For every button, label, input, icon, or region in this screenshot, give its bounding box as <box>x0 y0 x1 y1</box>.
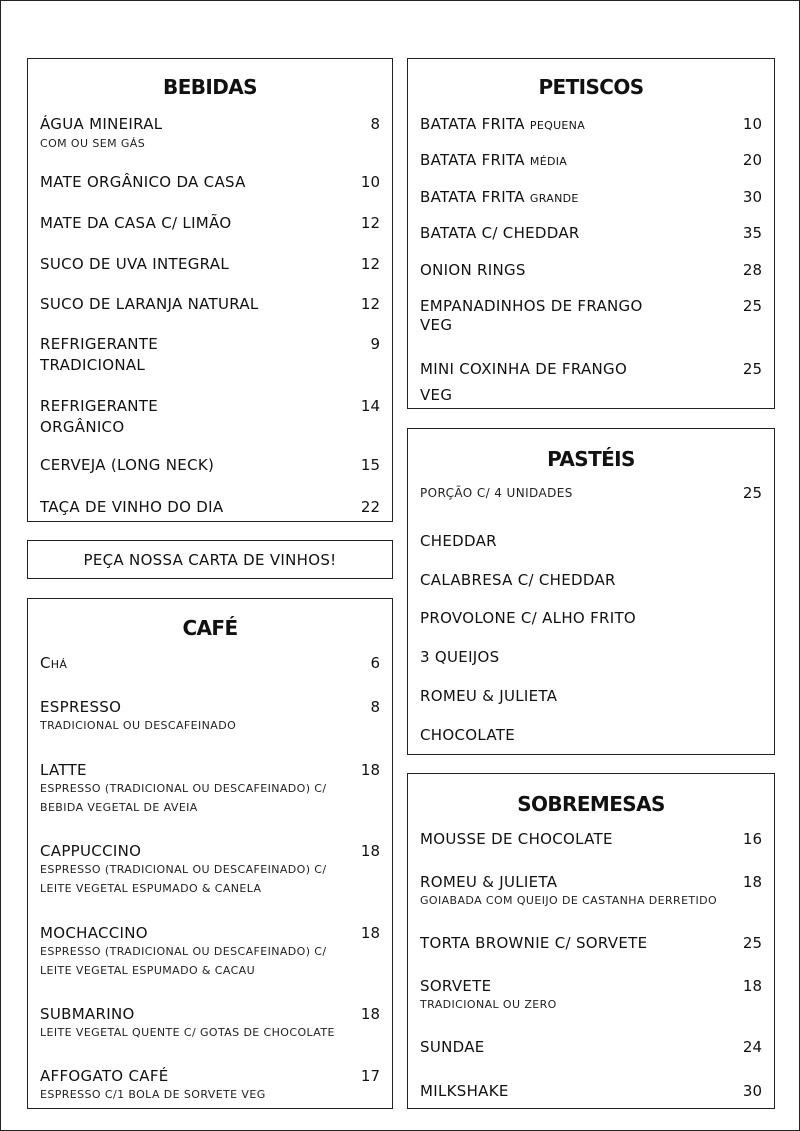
item-price: 10 <box>742 115 762 133</box>
item-description: ESPRESSO (TRADICIONAL OU DESCAFEINADO) C/ <box>40 863 327 876</box>
item-size: MÉDIA <box>529 155 568 168</box>
item-name: TAÇA DE VINHO DO DIA <box>40 498 224 516</box>
flavor-name: PROVOLONE C/ ALHO FRITO <box>420 609 637 627</box>
item-name: CERVEJA (LONG NECK) <box>40 456 215 474</box>
item-price: 18 <box>742 977 762 995</box>
item-name: TORTA BROWNIE C/ SORVETE <box>420 934 648 952</box>
item-price: 18 <box>360 761 380 779</box>
portion-price: 25 <box>742 484 762 502</box>
item-price: 28 <box>742 261 762 279</box>
item-name: EMPANADINHOS DE FRANGO <box>420 297 643 315</box>
item-name: REFRIGERANTE <box>40 397 159 415</box>
item-price: 8 <box>370 115 380 133</box>
item-name: MINI COXINHA DE FRANGO <box>420 360 628 378</box>
item-price: 18 <box>360 842 380 860</box>
item-name: ÁGUA MINEIRAL <box>40 115 163 133</box>
item-size: GRANDE <box>529 192 579 205</box>
item-description: TRADICIONAL OU ZERO <box>420 998 557 1011</box>
item-price: 30 <box>742 188 762 206</box>
item-price: 18 <box>742 873 762 891</box>
item-size: PEQUENA <box>529 119 586 132</box>
item-price: 16 <box>742 830 762 848</box>
item-price: 22 <box>360 498 380 516</box>
item-name-line2: TRADICIONAL <box>40 356 146 374</box>
item-name: MOCHACCINO <box>40 924 148 942</box>
item-price: 25 <box>742 297 762 315</box>
item-price: 12 <box>360 214 380 232</box>
item-name-rest: HÁ <box>50 658 68 671</box>
flavor-name: CALABRESA C/ CHEDDAR <box>420 571 616 589</box>
wine-list-text: PEÇA NOSSA CARTA DE VINHOS! <box>83 550 337 569</box>
item-description: ESPRESSO (TRADICIONAL OU DESCAFEINADO) C/ <box>40 782 327 795</box>
item-name: MILKSHAKE <box>420 1082 509 1100</box>
item-description-line2: LEITE VEGETAL ESPUMADO & CACAU <box>40 964 256 977</box>
section-title: PETISCOS <box>538 75 644 99</box>
item-name: AFFOGATO CAFÉ <box>40 1067 169 1085</box>
item-name: SORVETE <box>420 977 492 995</box>
item-name: REFRIGERANTE <box>40 335 159 353</box>
item-name <box>420 114 585 136</box>
item-name: CAPPUCCINO <box>40 842 142 860</box>
item-name: SUCO DE LARANJA NATURAL <box>40 295 259 313</box>
item-description: TRADICIONAL OU DESCAFEINADO <box>40 719 237 732</box>
item-name-main: BATATA FRITA <box>420 151 525 169</box>
item-name: SUCO DE UVA INTEGRAL <box>40 255 229 273</box>
item-price: 8 <box>370 698 380 716</box>
petiscos-section <box>407 58 775 409</box>
sobremesas-section <box>407 773 775 1109</box>
item-price: 25 <box>742 360 762 378</box>
item-name-line2: VEG <box>420 316 453 334</box>
item-price: 18 <box>360 924 380 942</box>
item-name: MATE ORGÂNICO DA CASA <box>40 173 246 191</box>
item-description: GOIABADA COM QUEIJO DE CASTANHA DERRETIDO <box>420 894 718 907</box>
item-price: 18 <box>360 1005 380 1023</box>
item-name: ESPRESSO <box>40 698 122 716</box>
section-title: SOBREMESAS <box>517 792 665 816</box>
item-description: COM OU SEM GÁS <box>40 137 146 150</box>
item-name: SUBMARINO <box>40 1005 135 1023</box>
item-name-main: BATATA FRITA <box>420 115 525 133</box>
item-description: ESPRESSO C/1 BOLA DE SORVETE VEG <box>40 1088 266 1101</box>
item-name: LATTE <box>40 761 87 779</box>
item-name-initial: C <box>40 654 51 672</box>
item-price: 24 <box>742 1038 762 1056</box>
bebidas-section <box>27 58 393 522</box>
cafe-section <box>27 598 393 1109</box>
flavor-name: ROMEU & JULIETA <box>420 687 558 705</box>
item-description-line2: LEITE VEGETAL ESPUMADO & CANELA <box>40 882 262 895</box>
item-price: 30 <box>742 1082 762 1100</box>
section-title: BEBIDAS <box>163 75 257 99</box>
flavor-name: CHOCOLATE <box>420 726 515 744</box>
item-price: 6 <box>370 654 380 672</box>
wine-list-banner <box>27 540 393 579</box>
section-title: PASTÉIS <box>547 447 635 471</box>
item-name: MATE DA CASA C/ LIMÃO <box>40 214 232 232</box>
item-price: 17 <box>360 1067 380 1085</box>
item-name-line2: ORGÂNICO <box>40 418 125 436</box>
section-title: CAFÉ <box>182 616 238 640</box>
item-price: 10 <box>360 173 380 191</box>
item-price: 25 <box>742 934 762 952</box>
item-name-main: BATATA FRITA <box>420 188 525 206</box>
item-description: ESPRESSO (TRADICIONAL OU DESCAFEINADO) C/ <box>40 945 327 958</box>
item-name: SUNDAE <box>420 1038 485 1056</box>
item-price: 12 <box>360 255 380 273</box>
item-price: 12 <box>360 295 380 313</box>
item-description: LEITE VEGETAL QUENTE C/ GOTAS DE CHOCOLATE <box>40 1026 335 1039</box>
item-name: MOUSSE DE CHOCOLATE <box>420 830 613 848</box>
item-price: 9 <box>370 335 380 353</box>
item-name <box>420 187 579 209</box>
flavor-name: CHEDDAR <box>420 532 497 550</box>
item-name <box>420 150 567 172</box>
item-name: BATATA C/ CHEDDAR <box>420 224 580 242</box>
item-name: ROMEU & JULIETA <box>420 873 558 891</box>
item-price: 15 <box>360 456 380 474</box>
flavor-name: 3 QUEIJOS <box>420 648 500 666</box>
pasteis-section <box>407 428 775 755</box>
item-price: 20 <box>742 151 762 169</box>
portion-label: PORÇÃO C/ 4 UNIDADES <box>420 486 573 500</box>
item-price: 14 <box>360 397 380 415</box>
item-name <box>40 653 67 675</box>
item-description-line2: BEBIDA VEGETAL DE AVEIA <box>40 801 198 814</box>
item-name: ONION RINGS <box>420 261 526 279</box>
item-price: 35 <box>742 224 762 242</box>
item-name-line2: VEG <box>420 386 453 404</box>
